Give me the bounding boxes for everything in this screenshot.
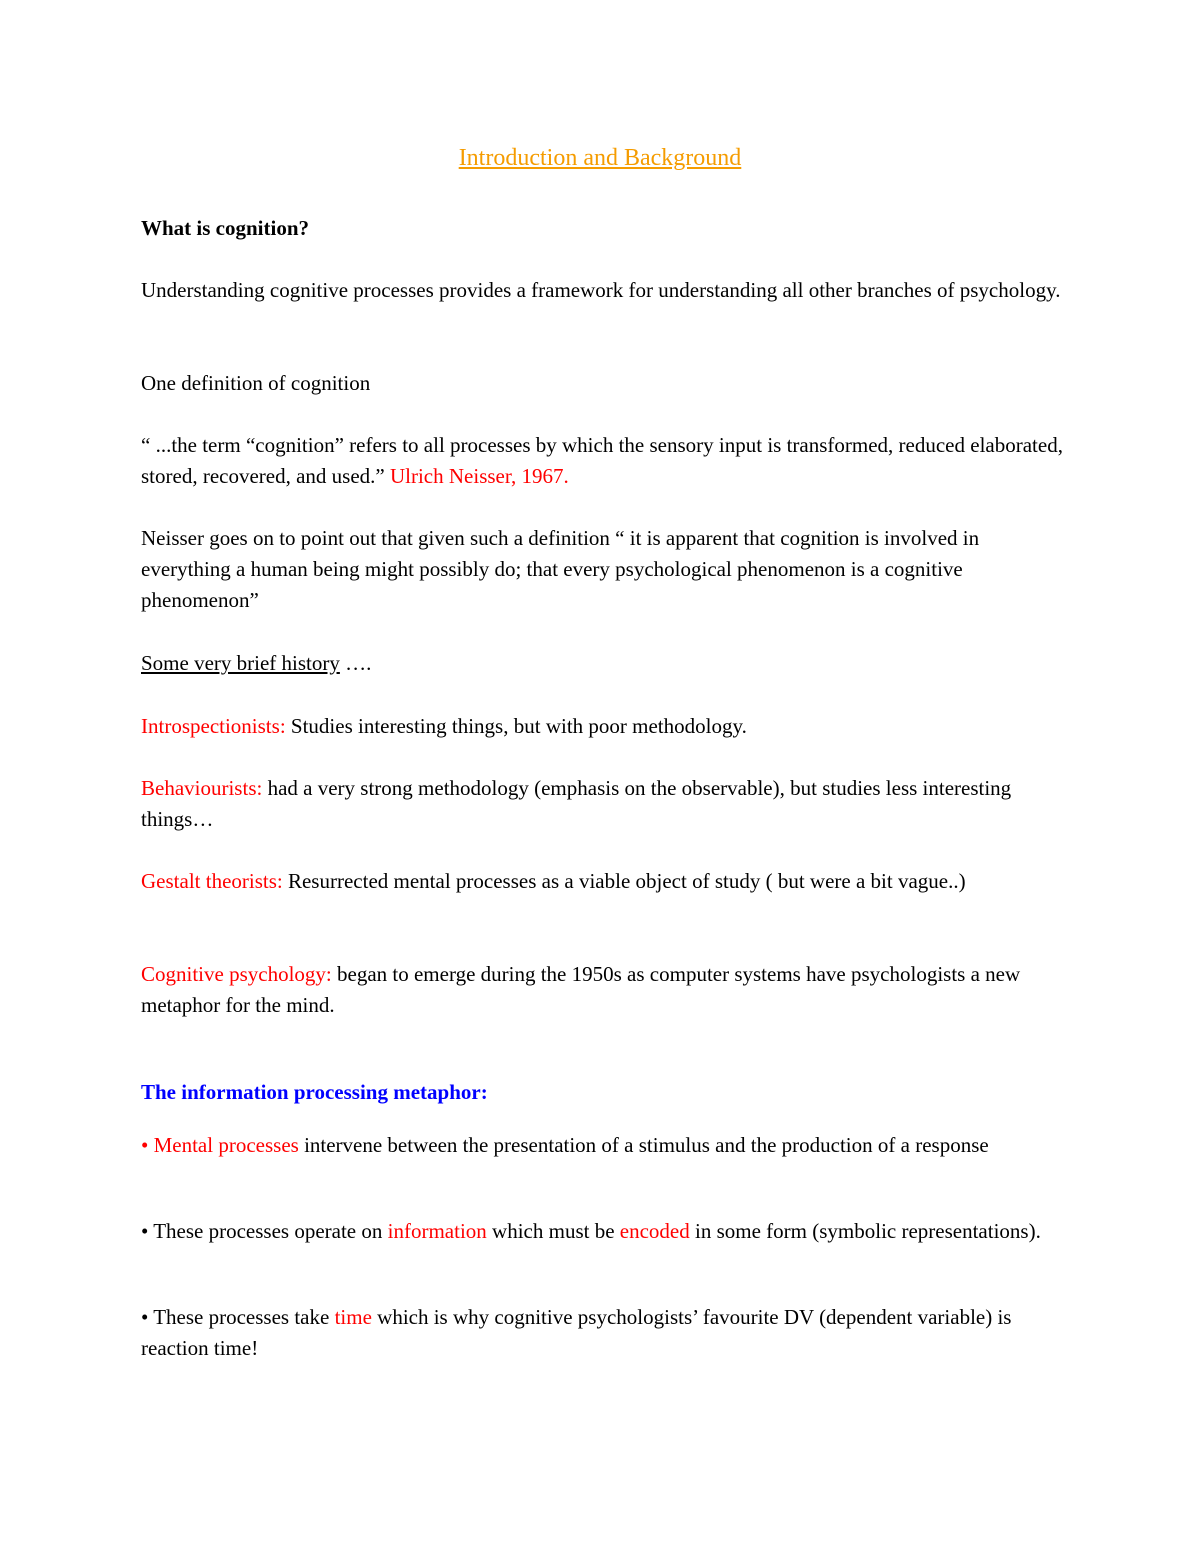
bullet-information (141, 1216, 1066, 1247)
metaphor-heading: The information processing metaphor: (141, 1080, 488, 1104)
page-title: Introduction and Background (458, 145, 742, 171)
bullet-text: • These processes operate on (141, 1219, 388, 1243)
quote-citation: Ulrich Neisser, 1967. (389, 464, 569, 488)
quote-text: “ ...the term “cognition” refers to all processes by which the sensory input is transformed, reduced elaborated, stored, recovered, and used.” (141, 433, 1063, 488)
school-term: Introspectionists: (141, 714, 286, 738)
bullet-time (141, 1302, 1066, 1364)
school-description: Studies interesting things, but with poor methodology. (285, 714, 747, 738)
paragraph-one-definition: One definition of cognition (141, 371, 371, 395)
what-is-cognition-heading: What is cognition? (141, 216, 310, 240)
history-ellipsis: …. (339, 651, 372, 675)
bullet-text: which is why cognitive psychologists’ favourite DV (dependent variable) is reaction time! (141, 1305, 1012, 1360)
school-introspectionists (141, 711, 1066, 742)
school-term: Gestalt theorists: (141, 869, 283, 893)
bullet-mental-processes (141, 1130, 1066, 1161)
bullet-text: • These processes take (141, 1305, 335, 1329)
bullet-term: time (334, 1305, 372, 1329)
paragraph-neisser: Neisser goes on to point out that given such a definition “ it is apparent that cognition is involved in everything a human being might possibly do; that every psychological phenomenon is a cognitive phenomenon” (141, 526, 980, 612)
definition-quote (141, 430, 1066, 492)
school-gestalt (141, 866, 1066, 897)
bullet-term: information (387, 1219, 487, 1243)
school-cognitive-psychology (141, 959, 1066, 1021)
bullet-text: which must be (486, 1219, 620, 1243)
school-term: Behaviourists: (141, 776, 263, 800)
school-term: Cognitive psychology: (141, 962, 332, 986)
school-description: had a very strong methodology (emphasis on the observable), but studies less interesting things… (141, 776, 1012, 831)
school-description: Resurrected mental processes as a viable object of study ( but were a bit vague..) (282, 869, 966, 893)
history-line (141, 648, 1066, 679)
paragraph-understanding: Understanding cognitive processes provides a framework for understanding all other branches of psychology. (141, 278, 1061, 302)
bullet-term: encoded (619, 1219, 690, 1243)
bullet-term: • Mental processes (141, 1133, 299, 1157)
bullet-text: in some form (symbolic representations). (689, 1219, 1041, 1243)
school-description: began to emerge during the 1950s as computer systems have psychologists a new metaphor for the mind. (141, 962, 1021, 1017)
history-heading: Some very brief history (141, 651, 340, 675)
school-behaviourists (141, 773, 1066, 835)
bullet-text: intervene between the presentation of a stimulus and the production of a response (298, 1133, 989, 1157)
